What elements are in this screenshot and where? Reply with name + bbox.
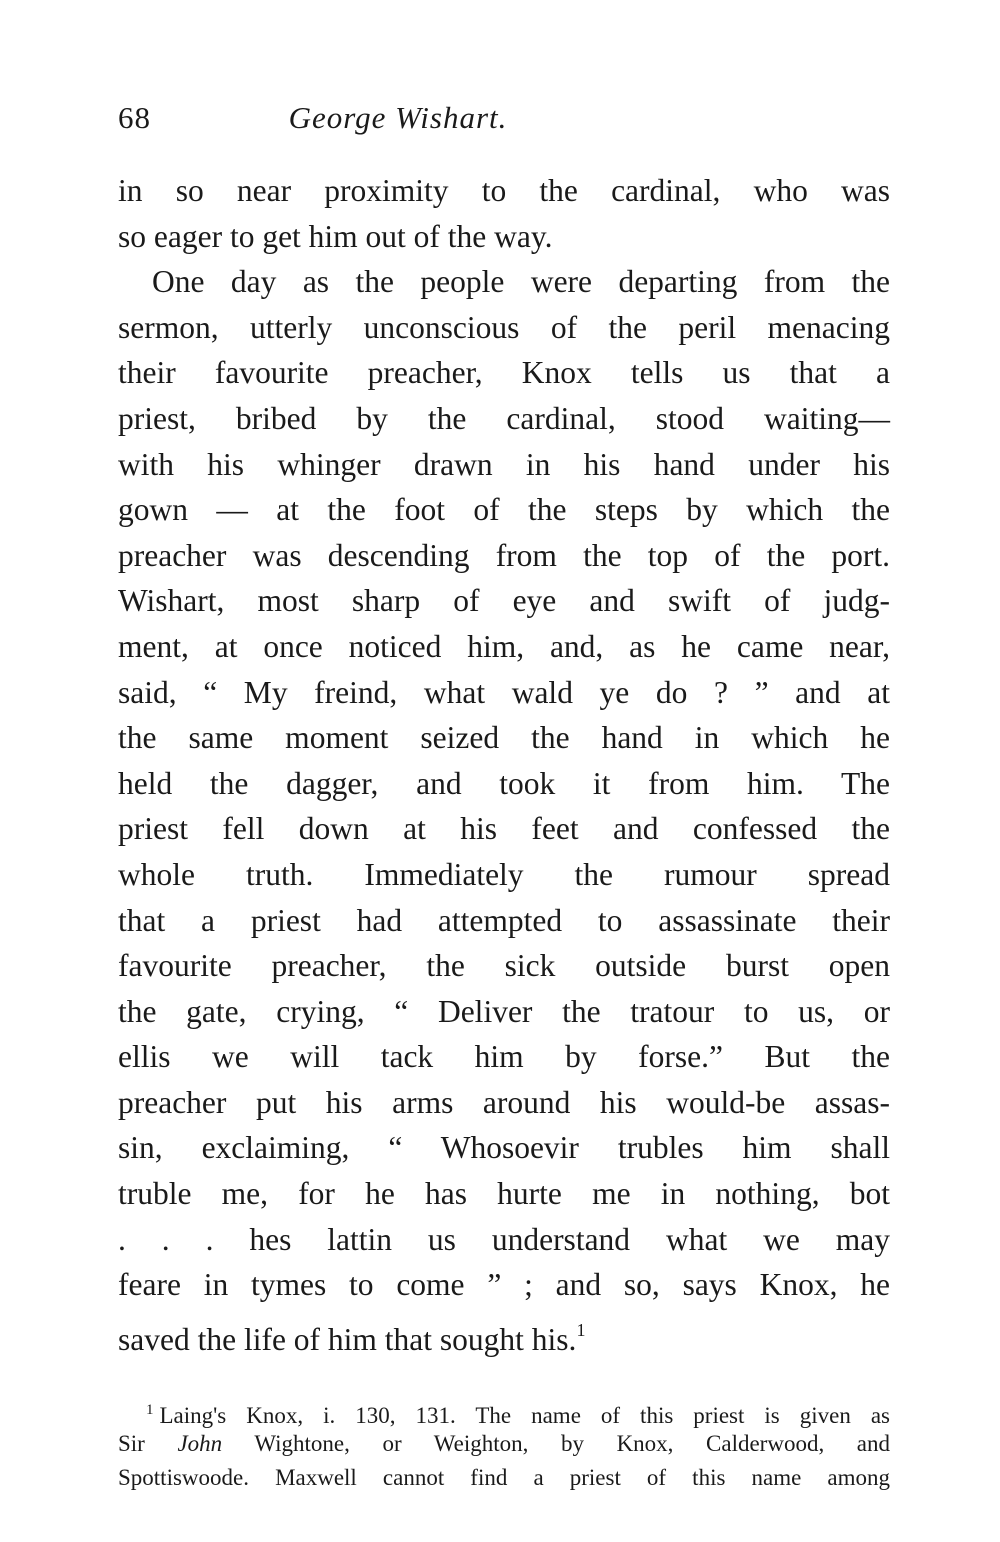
footnote-line: Spottiswoode. Maxwell cannot find a priest of this name among <box>118 1465 890 1490</box>
text-line: their favourite preacher, Knox tells us that a <box>118 355 890 391</box>
footnote-line <box>118 1393 890 1427</box>
footnote-reference[interactable]: 1 <box>576 1319 586 1340</box>
text-line: preacher was descending from the top of the port. <box>118 537 890 573</box>
footnote-line <box>118 1427 890 1461</box>
text-line: the gate, crying, “ Deliver the tratour to us, or <box>118 993 890 1029</box>
text-line: priest, bribed by the cardinal, stood waiting— <box>118 400 890 436</box>
text-line: truble me, for he has hurte me in nothing, bot <box>118 1176 890 1212</box>
footnote-text: Sir <box>118 1431 178 1456</box>
body-text <box>118 168 890 1357</box>
text-line: held the dagger, and took it from him. The <box>118 765 890 801</box>
text-line: sin, exclaiming, “ Whosoevir trubles him shall <box>118 1130 890 1166</box>
footnote-italic-name: John <box>177 1431 223 1456</box>
text-line: gown — at the foot of the steps by which the <box>118 492 890 528</box>
text-line: with his whinger drawn in his hand under his <box>118 446 890 482</box>
text-line-content: saved the life of him that sought his. <box>118 1321 577 1357</box>
text-line-final <box>118 1308 890 1357</box>
text-line: ment, at once noticed him, and, as he came near, <box>118 628 890 664</box>
text-line: sermon, utterly unconscious of the peril menacing <box>118 309 890 345</box>
text-line: the same moment seized the hand in which he <box>118 720 890 756</box>
text-line: favourite preacher, the sick outside burst open <box>118 948 890 984</box>
footnote <box>118 1393 890 1495</box>
text-line: whole truth. Immediately the rumour spread <box>118 856 890 892</box>
text-line: so eager to get him out of the way. <box>118 218 553 254</box>
text-line: ellis we will tack him by forse.” But the <box>118 1039 890 1075</box>
text-line: Wishart, most sharp of eye and swift of judg- <box>118 583 890 619</box>
text-line: One day as the people were departing from the <box>152 264 890 300</box>
text-line: that a priest had attempted to assassinate their <box>118 902 890 938</box>
running-title: George Wishart. <box>288 100 508 135</box>
page-number: 68 <box>118 100 151 135</box>
text-line: . . . hes lattin us understand what we may <box>118 1221 890 1257</box>
footnote-text: Wightone, or Weighton, by Knox, Calderwood, and <box>222 1431 890 1456</box>
text-line: priest fell down at his feet and confessed the <box>118 811 890 847</box>
text-line: feare in tymes to come ” ; and so, says Knox, he <box>118 1267 890 1303</box>
page-header <box>118 100 890 148</box>
text-line: in so near proximity to the cardinal, who was <box>118 173 890 208</box>
text-line: preacher put his arms around his would-be assas- <box>118 1084 890 1120</box>
text-line: said, “ My freind, what wald ye do ? ” and at <box>118 674 890 710</box>
footnote-marker: 1 <box>146 1402 154 1418</box>
footnote-text: Laing's Knox, i. 130, 131. The name of this priest is given as <box>159 1403 890 1428</box>
